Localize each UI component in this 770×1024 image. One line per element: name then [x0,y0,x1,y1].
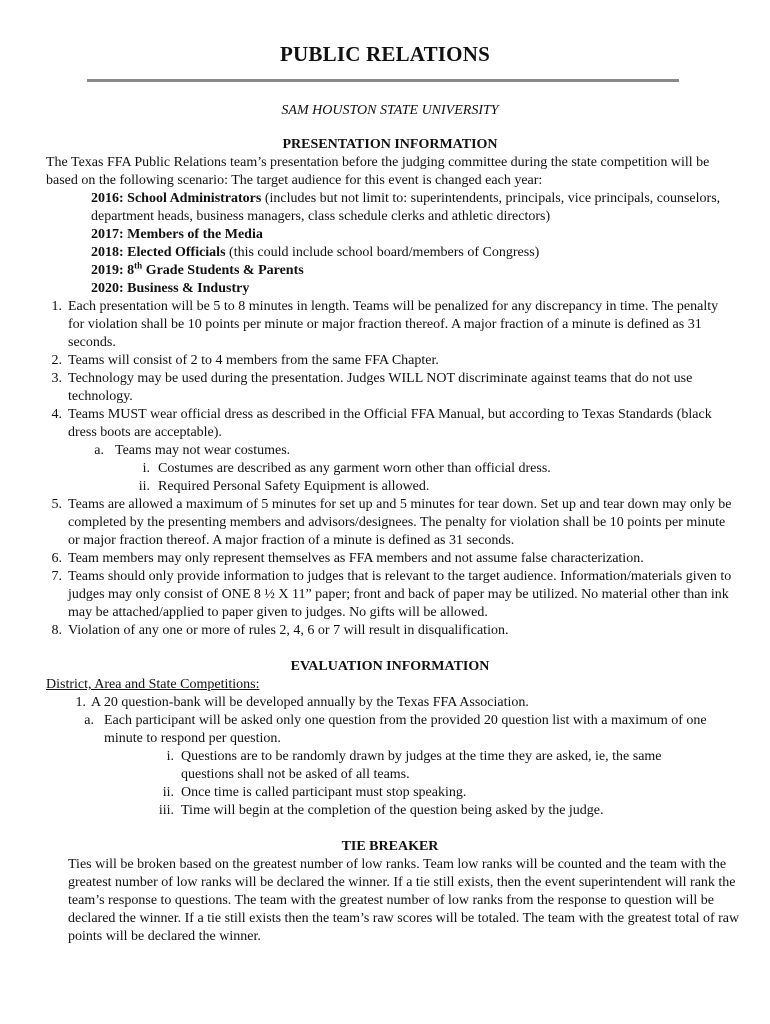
evaluation-subitem-iii: iii. Time will begin at the completion of the question being asked by the judge. [158,803,604,818]
evaluation-subitem-i: i. Questions are to be randomly drawn by judges at the time they are asked, ie, the same questions shall not be asked of all teams. [166,749,662,782]
rule-4-sub-a: a. Teams may not wear costumes. [94,443,291,458]
rule-item-2: 2. Teams will consist of 2 to 4 members from the same FFA Chapter. [51,353,439,368]
year-item-2016: 2016: School Administrators (includes but not limit to: superintendents, principals, vice principals, counselors, department heads, business managers, class schedule clerks and athletic directors) [91,191,721,224]
presentation-heading: PRESENTATION INFORMATION [282,137,498,152]
title-divider [87,79,679,82]
page-title: PUBLIC RELATIONS [280,42,490,66]
rule-item-5: 5. Teams are allowed a maximum of 5 minutes for set up and 5 minutes for tear down. Set up and tear down may only be completed by the presenting members and advisors/designees. The penalty for violation shall be 10 points per minute or major fraction thereof. A major fraction of a minute is defined as 31 seconds. [51,497,732,548]
rule-item-3: 3. Technology may be used during the presentation. Judges WILL NOT discriminate against teams that do not use technology. [51,371,693,404]
rule-item-8: 8. Violation of any one or more of rules 2, 4, 6 or 7 will result in disqualification. [51,623,509,638]
evaluation-heading: EVALUATION INFORMATION [290,659,490,674]
evaluation-item-1: 1. A 20 question-bank will be developed annually by the Texas FFA Association. [75,695,529,710]
rule-4-sub-i: i. Costumes are described as any garment worn other than official dress. [142,461,551,476]
rule-item-1: 1. Each presentation will be 5 to 8 minutes in length. Teams will be penalized for any discrepancy in time. The penalty for violation shall be 10 points per minute or major fraction thereof. A major fraction of a minute is defined as 31 seconds. [51,299,719,350]
tiebreaker-text: Ties will be broken based on the greatest number of low ranks. Team low ranks will be counted and the team with the greatest number of low ranks will be declared the winner. If a tie still exists, then the event superintendent will rank the team’s response to questions. The team with the greatest number of low ranks from the response to question will be declared the winner. If a tie still exists then the team’s raw scores will be totaled. The team with the greatest total of raw points will be declared the winner. [68,857,740,944]
tiebreaker-heading: TIE BREAKER [341,839,439,854]
year-item-2019: 2019: 8th Grade Students & Parents [91,260,304,278]
presentation-intro: The Texas FFA Public Relations team’s presentation before the judging committee during the state competition will be based on the following scenario: The target audience for this event is changed each year: [46,155,710,188]
rule-item-4: 4. Teams MUST wear official dress as described in the Official FFA Manual, but according to Texas Standards (black dress boots are acceptable). [51,407,712,440]
year-list [0,190,721,298]
year-item-2017: 2017: Members of the Media [91,227,263,242]
evaluation-item-a: a. Each participant will be asked only one question from the provided 20 question list with a maximum of one minute to respond per question. [84,713,707,746]
rule-item-7: 7. Teams should only provide information to judges that is relevant to the target audience. Information/materials given to judges may only consist of ONE 8 ½ X 11” paper; front and back of paper may be utilized. No material other than ink may be attached/applied to paper given to judges. No gifts will be allowed. [51,569,732,620]
year-item-2020: 2020: Business & Industry [91,281,250,296]
year-item-2018: 2018: Elected Officials (this could include school board/members of Congress) [91,245,540,260]
rule-4-sub-ii: ii. Required Personal Safety Equipment is allowed. [138,479,430,494]
evaluation-subitem-ii: ii. Once time is called participant must stop speaking. [162,785,467,800]
rule-item-6: 6. Team members may only represent themselves as FFA members and not assume false characterization. [51,551,644,566]
rules-list [0,298,770,640]
document-body [0,136,770,946]
evaluation-subheading: District, Area and State Competitions: [46,677,260,692]
university-name: SAM HOUSTON STATE UNIVERSITY [281,103,499,118]
